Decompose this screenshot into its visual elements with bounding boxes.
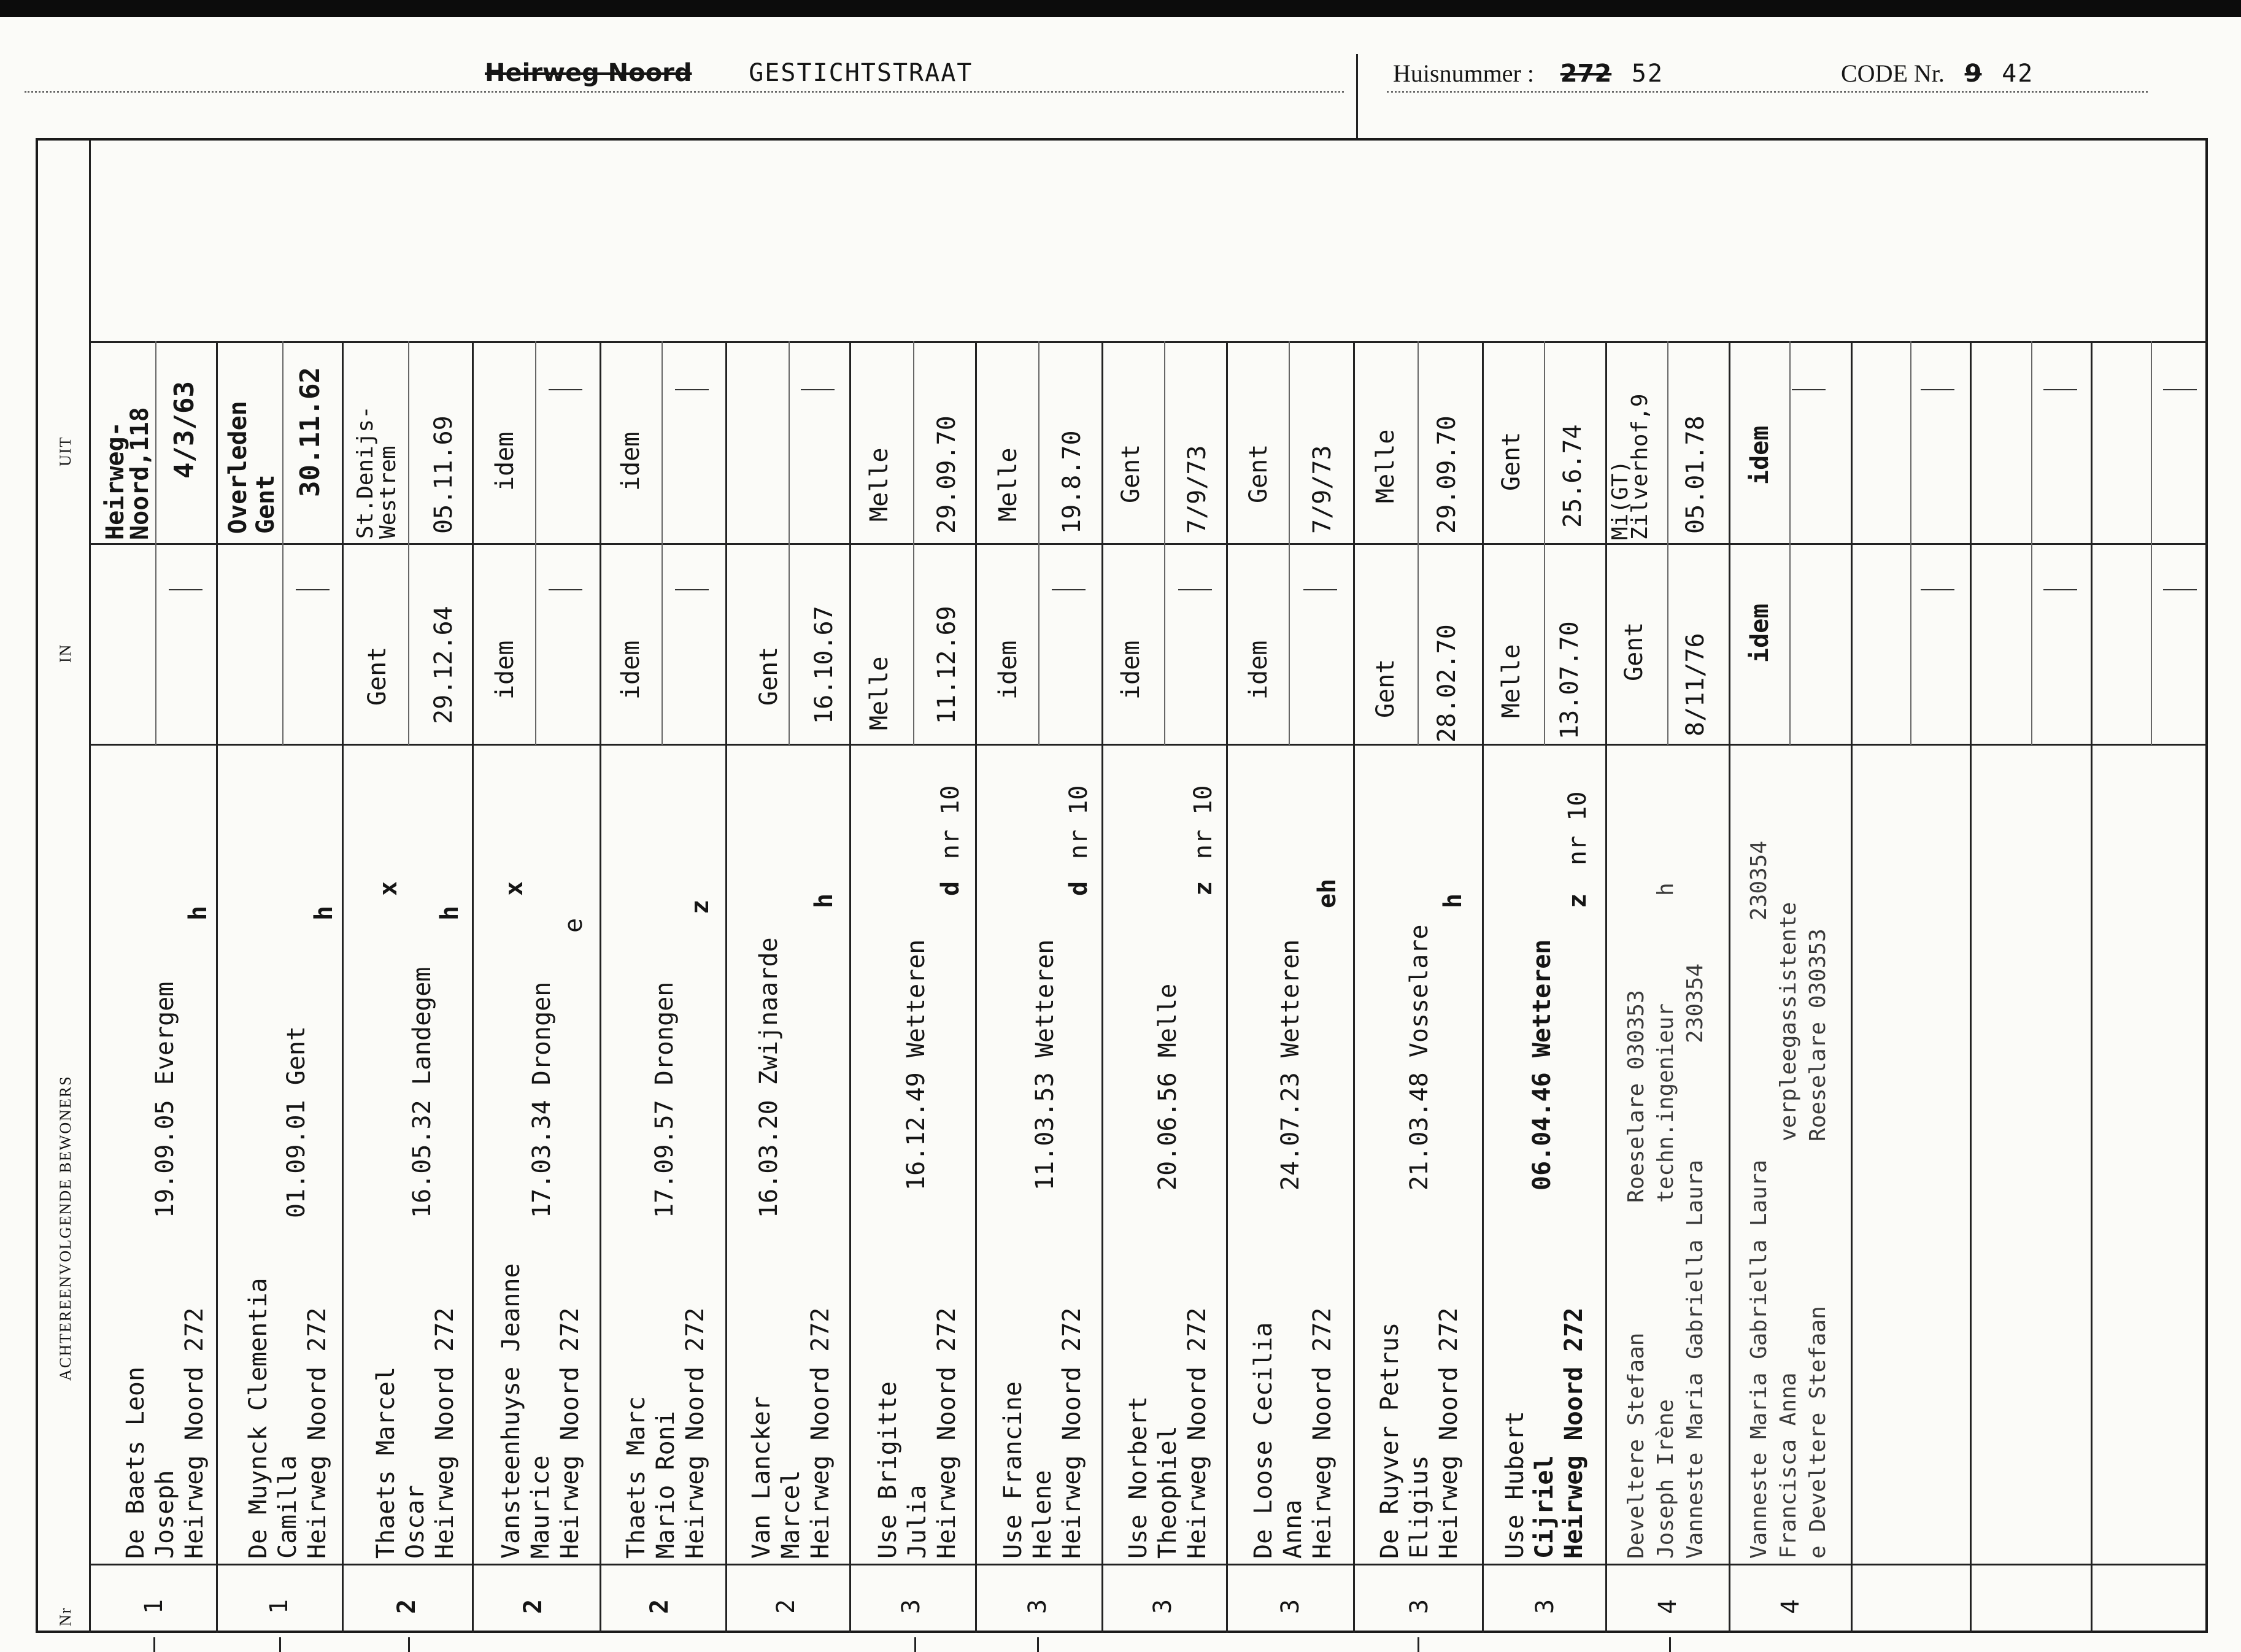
row-nr: 3 [1149,1599,1177,1614]
in-date: 8/11/76 [1681,633,1710,736]
resident-name: Cijriel [1530,1455,1559,1559]
divider-uit-in [89,543,2208,545]
resident-name: Use Hubert [1501,1411,1529,1559]
sub-column-line [913,341,914,745]
column-line [1851,341,1853,1633]
uit-date: 25.6.74 [1559,424,1587,528]
uit-place: Melle [1371,429,1400,503]
dash-mark [675,589,709,590]
resident-name: Helene [1028,1470,1057,1559]
dash-mark [1921,389,1954,390]
column-line [1482,341,1484,1633]
in-place: idem [491,640,519,700]
uit-place: Heirweg- [101,422,129,540]
resident-name: Joseph [151,1470,179,1559]
resident-code: h [310,905,338,921]
uit-date: 19.8.70 [1058,430,1086,534]
resident-code: z [1189,881,1217,896]
column-header-in: IN [56,643,74,663]
divider-residents-nr [89,1564,2208,1565]
birth-info: 11.03.53 Wetteren [1031,939,1059,1191]
dash-mark [169,589,202,590]
resident-name: Vanneste Maria Gabriella Laura [1746,1159,1772,1559]
dash-mark [1303,589,1337,590]
dash-mark [2163,589,2197,590]
row-nr: 2 [646,1599,674,1614]
resident-address: Heirweg Noord 272 [1308,1307,1336,1559]
resident-name: Eligius [1405,1455,1433,1559]
scan-top-border [0,0,2241,17]
in-place: Melle [1497,644,1526,718]
resident-code: d [936,881,965,896]
resident-address: Heirweg Noord 272 [1560,1307,1588,1559]
sub-column-line [535,341,536,745]
header-divider [1356,54,1358,140]
row-nr: 1 [265,1599,293,1614]
bottom-tick [1037,1637,1039,1652]
birth-info: 01.09.01 Gent [282,1025,310,1218]
sub-column-line [1544,341,1545,745]
header-dotted-line [1387,91,2148,93]
resident-code-note: nr 10 [1564,791,1592,865]
birth-info: 20.06.56 Melle [1154,983,1182,1191]
resident-name: Use Norbert [1124,1396,1152,1559]
dash-mark [1792,389,1826,390]
resident-name: De Baets Leon [122,1366,150,1559]
column-header-residents: ACHTEREENVOLGENDE BEWONERS [56,1075,74,1381]
sub-column-line [1418,341,1419,745]
column-header-uit: UIT [56,436,74,466]
uit-place: Overleden [224,401,252,534]
resident-code: h [184,905,212,921]
dash-mark [1921,589,1954,590]
uit-place: Gent [1244,444,1273,503]
resident-name: Theophiel [1154,1426,1182,1559]
bottom-tick [914,1637,916,1652]
bottom-tick [1669,1637,1671,1652]
resident-name: Oscar [401,1484,430,1559]
sub-column-line [2031,341,2032,745]
resident-address: Heirweg Noord 272 [180,1307,209,1559]
resident-code: h [436,905,464,921]
house-number [1393,59,1664,88]
row-nr: 3 [897,1599,925,1614]
dash-mark [1178,589,1212,590]
row-nr: 4 [1654,1599,1682,1614]
resident-address: Heirweg Noord 272 [681,1307,709,1559]
uit-place: Westrem [376,446,401,539]
resident-code-note: nr 10 [936,785,965,859]
in-place: Gent [363,646,392,706]
column-line [472,341,474,1633]
dash-mark [549,589,582,590]
column-line [1353,341,1355,1633]
resident-code-note: x [500,881,528,896]
column-header-nr: Nr [56,1607,74,1626]
row-nr: 3 [1276,1599,1305,1614]
row-nr: 2 [519,1599,547,1614]
uit-place: Gent [1117,444,1145,503]
resident-code: h [1653,882,1678,896]
resident-name: Mario Roni [652,1411,680,1559]
bottom-tick [1418,1637,1419,1652]
sub-column-line [155,341,156,745]
row-nr: 4 [1776,1599,1805,1614]
in-date: 13.07.70 [1556,621,1584,739]
row-nr: 2 [772,1599,800,1614]
column-line [342,341,344,1633]
house-number-new: 52 [1631,60,1664,88]
occupation: verpleegassistente [1776,901,1801,1141]
resident-code-note: x [374,881,403,896]
resident-code: d [1065,881,1093,896]
sub-column-line [2151,341,2152,745]
birth-info: 16.03.20 Zwijnaarde [755,937,783,1218]
uit-place: Noord,118 [126,407,154,540]
resident-name: Francisca Anna [1776,1372,1801,1559]
in-place: idem [617,640,645,700]
occupation: techn.ingenieur [1653,1003,1678,1203]
sub-column-line [1667,341,1668,745]
house-number-label: Huisnummer : [1393,60,1534,87]
resident-address: Heirweg Noord 272 [431,1307,459,1559]
column-line [849,341,851,1633]
uit-place: Melle [865,447,893,522]
row-nr: 3 [1405,1599,1433,1614]
column-line [1970,341,1972,1633]
in-date: 16.10.67 [810,606,838,724]
sub-column-line [1038,341,1040,745]
bottom-tick [408,1637,410,1652]
uit-place: St.Denijs- [353,406,378,539]
sub-column-line [662,341,663,745]
resident-name: Thaets Marc [622,1396,650,1559]
bottom-tick [153,1637,155,1652]
old-street-name: Heirweg Noord [485,59,692,87]
column-line [1729,341,1730,1633]
column-line [216,341,218,1633]
resident-address: Heirweg Noord 272 [1435,1307,1463,1559]
resident-name: Joseph Irène [1653,1399,1678,1559]
dash-mark [2043,589,2077,590]
in-place: idem [1117,640,1145,700]
resident-code: z [1564,893,1592,908]
birth-info: 230354 [1746,840,1772,921]
in-place: Gent [755,646,783,706]
resident-name: De Ruyver Petrus [1376,1322,1404,1559]
resident-name: Camilla [274,1455,302,1559]
column-line [2091,341,2092,1633]
dash-mark [2163,389,2197,390]
resident-name: Van Lancker [747,1396,776,1559]
column-line [725,341,727,1633]
resident-name: Use Brigitte [874,1381,902,1559]
dash-mark [2043,389,2077,390]
uit-date: 7/9/73 [1183,445,1211,534]
in-date: 28.02.70 [1433,624,1461,743]
dash-mark [296,589,330,590]
code-number-old: 9 [1964,60,1982,88]
code-number [1841,59,2034,88]
birth-info: 19.09.05 Evergem [151,981,179,1218]
resident-name: Marcel [777,1470,805,1559]
uit-place: idem [1746,425,1774,485]
dash-mark [801,389,835,390]
code-number-new: 42 [2002,60,2034,88]
resident-name: De Muynck Clementia [244,1278,272,1559]
resident-name: Thaets Marcel [372,1366,400,1559]
column-line [975,341,977,1633]
uit-date: 05.01.78 [1681,415,1710,534]
uit-date: 05.11.69 [430,415,458,534]
in-date: 29.12.64 [430,606,458,724]
birth-info: 17.03.34 Drongen [528,981,556,1218]
uit-place: idem [491,431,519,491]
birth-info: 16.12.49 Wetteren [902,939,930,1191]
header-column-line [89,141,91,1633]
sub-column-line [282,341,284,745]
divider-uit-top [89,341,2208,343]
birth-info: 21.03.48 Vosselare [1405,924,1433,1191]
sub-column-line [789,341,790,745]
resident-address: Heirweg Noord 272 [556,1307,584,1559]
birth-info: 24.07.23 Wetteren [1276,939,1305,1191]
row-nr: 3 [1531,1599,1559,1614]
sub-column-line [1910,341,1911,745]
birth-info: 16.05.32 Landegem [408,967,436,1218]
header-street [485,59,973,87]
column-line [600,341,601,1633]
resident-code: e [560,917,588,933]
birth-place-partner: Roeselare 030353 [1805,928,1830,1141]
birth-info: 17.09.57 Drongen [650,981,679,1218]
resident-name: Use Francine [999,1381,1027,1559]
house-number-old: 272 [1560,60,1612,88]
divider-in-residents [89,744,2208,746]
in-place: Melle [865,656,893,730]
in-place: Gent [1371,658,1400,718]
in-place: Gent [1620,622,1648,681]
uit-place: Gent [1497,431,1526,491]
dash-mark [549,389,582,390]
uit-place: Gent [252,474,280,534]
sub-column-line [408,341,409,745]
resident-name: De Loose Cecilia [1249,1322,1278,1559]
register-table [36,138,2208,1633]
uit-date: 29.09.70 [933,415,961,534]
uit-place: Melle [994,447,1022,522]
uit-place: Mi(GT) [1608,460,1633,540]
dash-mark [1052,589,1086,590]
uit-date: 29.09.70 [1433,415,1461,534]
header-dotted-line [25,91,1344,93]
row-nr: 3 [1024,1599,1052,1614]
uit-date: 7/9/73 [1308,445,1336,534]
resident-code: h [810,893,838,908]
resident-name: e Develtere Stefaan [1805,1306,1830,1559]
resident-address: Vanneste Maria Gabriella Laura [1683,1159,1708,1559]
street-name: GESTICHTSTRAAT [749,59,973,87]
resident-code-note: nr 10 [1189,785,1217,859]
resident-name: Develtere Stefaan [1624,1332,1649,1559]
sub-column-line [1164,341,1165,745]
row-nr: 2 [393,1599,421,1614]
column-line [1101,341,1103,1633]
in-place: idem [994,640,1022,700]
in-date: 11.12.69 [933,606,961,724]
row-nr: 1 [140,1599,168,1614]
resident-address: Heirweg Noord 272 [933,1307,961,1559]
resident-code-note: nr 10 [1065,785,1093,859]
birth-info: Roeselare 030353 [1624,990,1649,1203]
birth-info: 06.04.46 Wetteren [1528,939,1556,1191]
resident-name: Anna [1279,1499,1307,1559]
uit-date: 30.11.62 [295,367,326,497]
sub-column-line [1789,341,1791,745]
resident-name: Julia [903,1484,932,1559]
resident-code: h [1439,893,1467,908]
resident-address: Heirweg Noord 272 [1183,1307,1211,1559]
resident-code: eh [1313,878,1341,908]
in-place: idem [1746,603,1774,663]
code-number-label: CODE Nr. [1841,60,1945,87]
uit-date: 4/3/63 [169,381,200,479]
resident-address: Heirweg Noord 272 [806,1307,835,1559]
sub-column-line [1289,341,1290,745]
column-line [1605,341,1607,1633]
resident-name: Vansteenhuyse Jeanne [497,1263,525,1559]
resident-code: z [686,899,714,914]
uit-place: idem [617,431,645,491]
in-place: idem [1244,640,1273,700]
birth-date-partner: 230354 [1683,963,1708,1043]
resident-name: Maurice [526,1455,555,1559]
uit-place: Zilverhof,9 [1627,393,1653,540]
resident-address: Heirweg Noord 272 [1058,1307,1086,1559]
resident-address: Heirweg Noord 272 [303,1307,331,1559]
dash-mark [675,389,709,390]
bottom-tick [279,1637,281,1652]
column-line [1226,341,1228,1633]
